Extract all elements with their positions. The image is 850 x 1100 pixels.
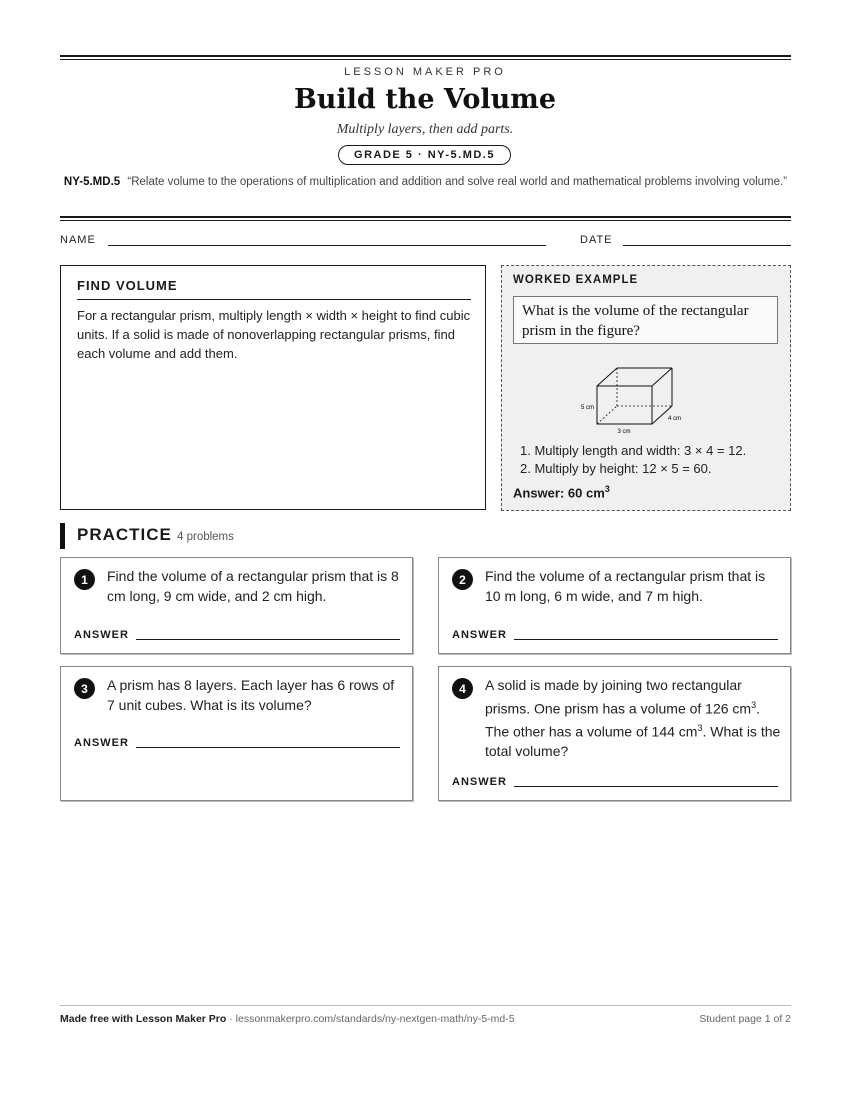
worked-step: 2. Multiply by height: 12 × 5 = 60. [520, 461, 712, 476]
problem-text: Find the volume of a rectangular prism that is 10 m long, 6 m wide, and 7 m high. [485, 568, 766, 604]
footer-credit [60, 1013, 515, 1025]
problem-text: Find the volume of a rectangular prism that is 8 cm long, 9 cm wide, and 2 cm high. [107, 568, 399, 604]
name-field[interactable] [108, 245, 546, 246]
answer-label: ANSWER [452, 629, 507, 641]
footer-url[interactable]: · lessonmakerpro.com/standards/ny-nextgen-math/ny-5-md-5 [226, 1013, 515, 1025]
date-field[interactable] [623, 245, 791, 246]
page-title: Build the Volume [293, 84, 557, 115]
date-label: DATE [580, 234, 613, 246]
page-subtitle: Multiply layers, then add parts. [336, 122, 514, 137]
practice-title: PRACTICE [77, 525, 172, 544]
brand-name: LESSON MAKER PRO [344, 66, 506, 78]
footer-page-number: Student page 1 of 2 [699, 1013, 791, 1025]
problem-card-2 [438, 557, 791, 654]
top-rule [60, 55, 791, 60]
prism-figure [572, 358, 712, 438]
worked-example-steps [520, 442, 746, 478]
find-volume-panel [60, 265, 486, 510]
grade-badge: GRADE 5 · NY-5.MD.5 [338, 145, 511, 165]
problem-number: 3 [74, 678, 95, 699]
prism-length-label: 3 cm [617, 429, 631, 435]
answer-label: ANSWER [74, 737, 129, 749]
practice-accent-bar [60, 523, 65, 549]
answer-field[interactable] [514, 639, 778, 640]
standard-description [60, 174, 791, 191]
standard-code: NY-5.MD.5 [63, 176, 121, 188]
problem-number: 2 [452, 569, 473, 590]
header-bottom-rule [60, 216, 791, 221]
answer-label: ANSWER [74, 629, 129, 641]
worked-example-panel [501, 265, 791, 511]
problem-number: 4 [452, 678, 473, 699]
worked-example-question: What is the volume of the rectangular prism in the figure? [513, 296, 778, 344]
name-label: NAME [60, 234, 96, 246]
standard-text: “Relate volume to the operations of multiplication and addition and solve real world and mathematical problems involving volume.” [127, 176, 788, 188]
problem-text: A prism has 8 layers. Each layer has 6 rows of 7 unit cubes. What is its volume? [107, 677, 395, 713]
prism-width-label: 4 cm [668, 416, 682, 422]
find-volume-title: FIND VOLUME [77, 278, 471, 300]
footer-made-with: Made free with Lesson Maker Pro [60, 1013, 227, 1025]
answer-field[interactable] [136, 747, 400, 748]
find-volume-body: For a rectangular prism, multiply length × width × height to find cubic units. If a solid is made of nonoverlapping rectangular prisms, find each volume and add them. [77, 308, 471, 361]
practice-count: 4 problems [177, 531, 234, 543]
problem-card-4 [438, 666, 791, 801]
prism-height-label: 5 cm [580, 405, 594, 411]
problem-card-3 [60, 666, 413, 801]
problem-text: A solid is made by joining two rectangular prisms. One prism has a volume of 126 $cm^3$. The other has a volume of 144 $cm^3$. What is the total volume? [485, 677, 781, 759]
problem-number: 1 [74, 569, 95, 590]
problem-card-1 [60, 557, 413, 654]
worked-example-title: WORKED EXAMPLE [513, 274, 639, 286]
worked-example-answer: Answer: 60 $cm^3$ [513, 484, 610, 501]
answer-field[interactable] [136, 639, 400, 640]
footer-rule [60, 1005, 791, 1006]
answer-label: ANSWER [452, 776, 507, 788]
worked-step: 1. Multiply length and width: 3 × 4 = 12. [520, 443, 747, 458]
answer-field[interactable] [514, 786, 778, 787]
